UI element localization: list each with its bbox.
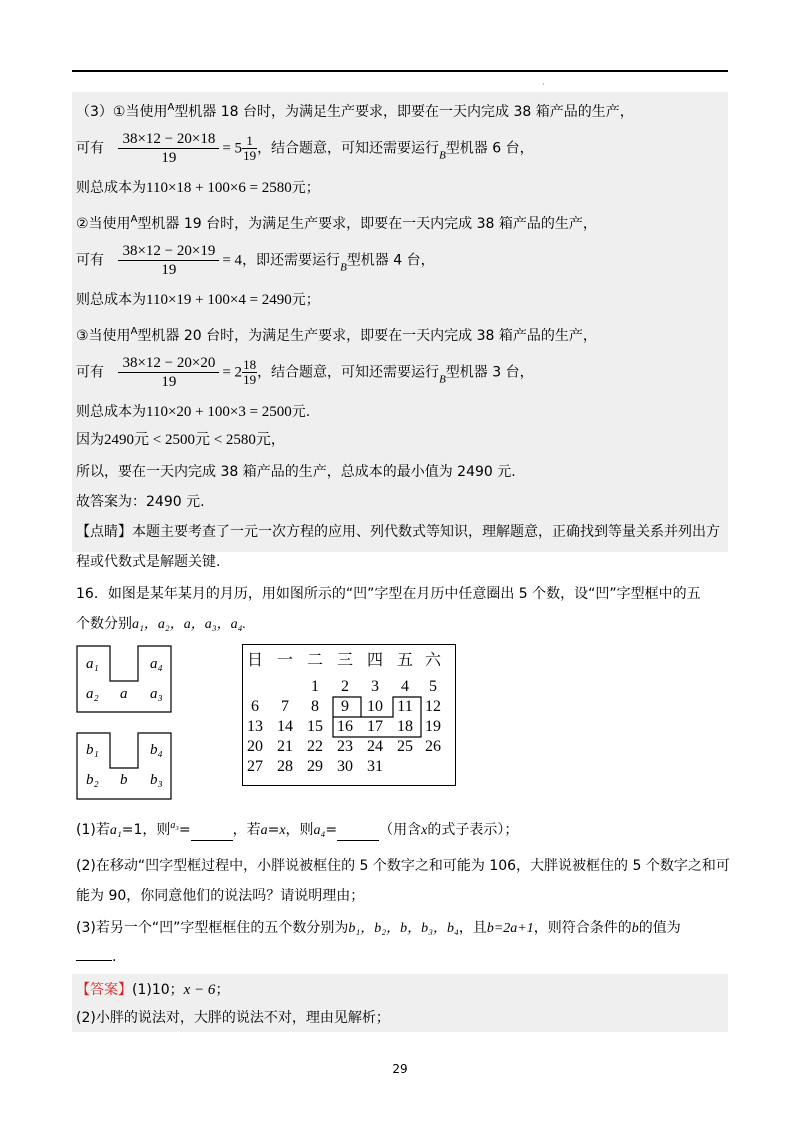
calendar-day: 18 — [397, 718, 413, 735]
solution-line-5: 可有 $\frac{38\times 12 - 20\times 19}{19}$ = 4，即还需要运行$_B$型机器 4 台， — [76, 243, 435, 278]
solution-line-6: 则总成本为110×19 + 100×4 = 2490元； — [76, 292, 320, 308]
shape-a-bm: a — [120, 686, 128, 702]
shape-b-tl: b₁ — [86, 742, 99, 758]
calendar-day: 30 — [337, 758, 353, 775]
calendar-day: 6 — [251, 698, 259, 715]
solution-line-3: 则总成本为110×18 + 100×6 = 2580元； — [76, 180, 320, 196]
solution-line-1: （3）①当使用$^A$型机器 18 台时，为满足生产要求，即要在一天内完成 38 箱产品的生产， — [76, 102, 634, 120]
shape-a-tr: a₄ — [150, 656, 163, 672]
calendar-day: 13 — [247, 718, 263, 735]
calendar-day: 27 — [247, 758, 263, 775]
calendar-day: 4 — [401, 678, 409, 695]
calendar-day: 15 — [307, 718, 323, 735]
calendar-day: 24 — [367, 738, 383, 755]
calendar-day: 10 — [367, 698, 383, 715]
calendar-day: 9 — [341, 698, 349, 715]
calendar-day: 29 — [307, 758, 323, 775]
part-2-line-2: 能为 90，你同意他们的说法吗？请说明理由； — [76, 888, 365, 904]
calendar-weekday: 六 — [424, 652, 441, 669]
shape-b-tr: b₄ — [150, 742, 163, 758]
calendar-day: 8 — [311, 698, 319, 715]
calendar-day: 3 — [371, 678, 379, 695]
calendar-weekday: 二 — [306, 652, 323, 669]
shape-b-bm: b — [120, 772, 128, 788]
calendar-day: 7 — [281, 698, 289, 715]
answer-blank-3[interactable] — [76, 946, 112, 961]
shape-b-br: b₃ — [150, 772, 163, 788]
calendar-day: 28 — [277, 758, 293, 775]
calendar-day: 19 — [425, 718, 441, 735]
calendar-day: 1 — [311, 678, 319, 695]
calendar-weekday: 日 — [246, 652, 263, 669]
calendar-day: 14 — [277, 718, 293, 735]
answer-line-2: (2)小胖的说法对，大胖的说法不对，理由见解析； — [76, 1010, 390, 1026]
answer-line-1: 【答案】(1)10；x − 6； — [76, 982, 230, 998]
part-2-line-1: (2)在移动“凹字型框过程中，小胖说被框住的 5 个数字之和可能为 106，大胖说被框住的 5 个数字之和可 — [76, 858, 730, 874]
calendar-day: 22 — [307, 738, 323, 755]
calendar-day: 5 — [429, 678, 437, 695]
calendar — [242, 644, 456, 786]
shape-a-tl: a₁ — [86, 656, 99, 672]
solution-line-12: 故答案为：2490 元. — [76, 494, 205, 510]
part-3-line-2: . — [76, 946, 116, 967]
answer-blank-2[interactable] — [337, 826, 379, 841]
solution-tip-line-1: 【点睛】本题主要考查了一元一次方程的应用、列代数式等知识，理解题意，正确找到等量关系并列出方 — [76, 524, 720, 540]
answer-blank-1[interactable] — [191, 826, 233, 841]
calendar-day: 20 — [247, 738, 263, 755]
calendar-day: 2 — [341, 678, 349, 695]
calendar-day: 25 — [397, 738, 413, 755]
calendar-day: 23 — [337, 738, 353, 755]
solution-line-10: 因为2490元 < 2500元 < 2580元， — [76, 432, 285, 448]
calendar-day: 16 — [337, 718, 353, 735]
question-16-line-1: 16．如图是某年某月的月历，用如图所示的“凹”字型在月历中任意圈出 5 个数，设“凹”字型框中的五 — [76, 586, 701, 602]
calendar-weekday: 一 — [276, 652, 293, 669]
solution-line-9: 则总成本为110×20 + 100×3 = 2500元. — [76, 404, 311, 420]
calendar-day: 12 — [425, 698, 441, 715]
solution-line-2: 可有 $\frac{38\times 12 - 20\times 18}{19}$ = 5 $\frac{1}{19}$ ，结合题意，可知还需要运行$_B$型机器 6 台， — [76, 131, 534, 166]
part-1: (1)若a₁=1，则$^{a_3}$= ，若a=x，则a₄= （用含x的式子表示）； — [76, 816, 518, 841]
solution-tip-line-2: 程或代数式是解题关键. — [76, 554, 221, 570]
solution-line-8: 可有 $\frac{38\times 12 - 20\times 20}{19}$ = 2 $\frac{18}{19}$ ，结合题意，可知还需要运行$_B$型机器 3 台， — [76, 355, 534, 390]
calendar-day: 26 — [425, 738, 441, 755]
solution-line-11: 所以，要在一天内完成 38 箱产品的生产，总成本的最小值为 2490 元. — [76, 464, 516, 480]
question-16-line-2: 个数分别a₁，a₂，a，a₃，a₄. — [76, 616, 246, 632]
calendar-day: 21 — [277, 738, 293, 755]
header-rule — [72, 70, 728, 72]
calendar-day: 31 — [367, 758, 383, 775]
calendar-weekday: 五 — [396, 652, 413, 669]
solution-line-7: ③当使用$^A$型机器 20 台时，为满足生产要求，即要在一天内完成 38 箱产品的生产， — [76, 326, 597, 344]
shape-b-bl: b₂ — [86, 772, 99, 788]
shape-a-br: a₃ — [150, 686, 163, 702]
calendar-weekday: 三 — [336, 652, 353, 669]
calendar-day: 11 — [397, 698, 413, 715]
header-dot: · — [542, 80, 545, 89]
calendar-day: 17 — [367, 718, 383, 735]
page-number: 29 — [392, 1062, 408, 1076]
part-3-line-1: (3)若另一个“凹”字型框框住的五个数分别为b₁，b₂，b，b₃，b₄，且b=2a+1，则符合条件的b的值为 — [76, 920, 681, 936]
calendar-weekday: 四 — [366, 652, 383, 669]
solution-line-4: ②当使用$^A$型机器 19 台时，为满足生产要求，即要在一天内完成 38 箱产品的生产， — [76, 214, 597, 232]
shape-a-bl: a₂ — [86, 686, 99, 702]
